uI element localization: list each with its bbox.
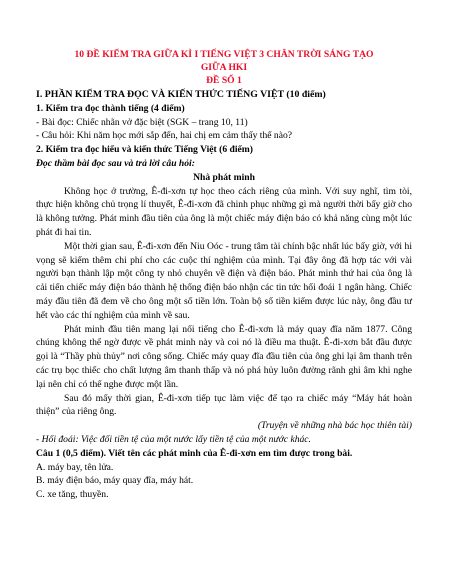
story-paragraph: Không học ở trường, Ê-đi-xơn tự học theo cách riêng của mình. Với suy nghĩ, tìm tòi, thực hiện không chủ trọng lí thuyết, Ê-đi-xơn đã chinh phục những gì mà người thời bấy giờ cho là không tưởng. Phát minh đầu tiên của ông là một chiếc máy điện báo có khả năng cùng một lúc phát đi hai tin. xyxy=(36,185,412,238)
story-paragraph: Phát minh đầu tiên mang lại nổi tiếng cho Ê-đi-xơn là máy quay đĩa năm 1877. Công chúng không thể ngờ được về phát minh này và coi nó là điều ma thuật. Ê-đi-xơn bắt đầu được gọi là “Thầy phù thủy” nơi công sống. Chiếc máy quay đĩa đầu tiên của ông ghi lại âm thanh trên các trụ bọc thiếc cho chất lượng âm thanh thấp và nó phá hủy luôn đường rãnh ghi âm khi nghe lại nên chỉ có thể nghe được một lần. xyxy=(36,323,412,390)
story-paragraph: Sau đó mấy thời gian, Ê-đi-xơn tiếp tục làm việc để tạo ra chiếc máy “Máy hát hoàn thiện” của riêng ông. xyxy=(36,392,412,418)
instruction: Đọc thầm bài đọc sau và trả lời câu hỏi: xyxy=(36,157,195,169)
source-citation: (Truyện về những nhà bác học thiên tài) xyxy=(257,420,412,432)
section-heading: I. PHẦN KIỂM TRA ĐỌC VÀ KIẾN THỨC TIẾNG VIỆT (10 điểm) xyxy=(36,89,326,100)
answer-option-c: C. xe tăng, thuyền. xyxy=(36,489,109,501)
document-title-cont: GIỮA HKI xyxy=(200,62,248,73)
exam-number: ĐỀ SỐ 1 xyxy=(206,75,242,86)
question: Câu 1 (0,5 điểm). Viết tên các phát minh của Ê-đi-xơn em tìm được trong bài. xyxy=(36,447,353,459)
reading-item: - Bài đọc: Chiếc nhãn vở đặc biệt (SGK – trang 10, 11) xyxy=(36,116,248,128)
document-title: 10 ĐỀ KIỂM TRA GIỮA KÌ I TIẾNG VIỆT 3 CHÂN TRỜI SÁNG TẠO xyxy=(74,49,374,60)
story-title: Nhà phát minh xyxy=(193,171,255,183)
subsection-heading: 1. Kiểm tra đọc thành tiếng (4 điểm) xyxy=(36,102,185,114)
subsection-heading: 2. Kiểm tra đọc hiểu và kiến thức Tiếng Việt (6 điểm) xyxy=(36,144,253,156)
answer-option-a: A. máy bay, tên lửa. xyxy=(36,461,114,473)
story-paragraph: Một thời gian sau, Ê-đi-xơn đến Niu Oóc - trung tâm tài chính bậc nhất lúc bấy giờ, với hi vọng sẽ kiếm thêm chi phí cho các cuộc thí nghiệm của mình. Tại đây ông đã hợp tác với vài người bạn thành lập một công ty nhỏ chuyên về điện và điện báo. Phát minh thứ hai của ông là cải tiến chiếc máy điện báo thành hệ thống điện báo nhận các tin tức hối đoái 1 ngân hàng. Chiếc máy đầu tiên đã đem về cho ông một số tiền lớn. Toàn bộ số tiền kiếm được lúc này, ông đầu tư hết vào các thí nghiệm của mình về sau. xyxy=(36,240,412,321)
answer-option-b: B. máy điện báo, máy quay đĩa, máy hát. xyxy=(36,475,194,487)
reading-question: - Câu hỏi: Khi năm học mới sắp đến, hai chị em cảm thấy thế nào? xyxy=(36,130,293,142)
glossary-note: - Hối đoái: Việc đổi tiền tệ của một nước lấy tiền tệ của một nước khác. xyxy=(36,433,311,445)
